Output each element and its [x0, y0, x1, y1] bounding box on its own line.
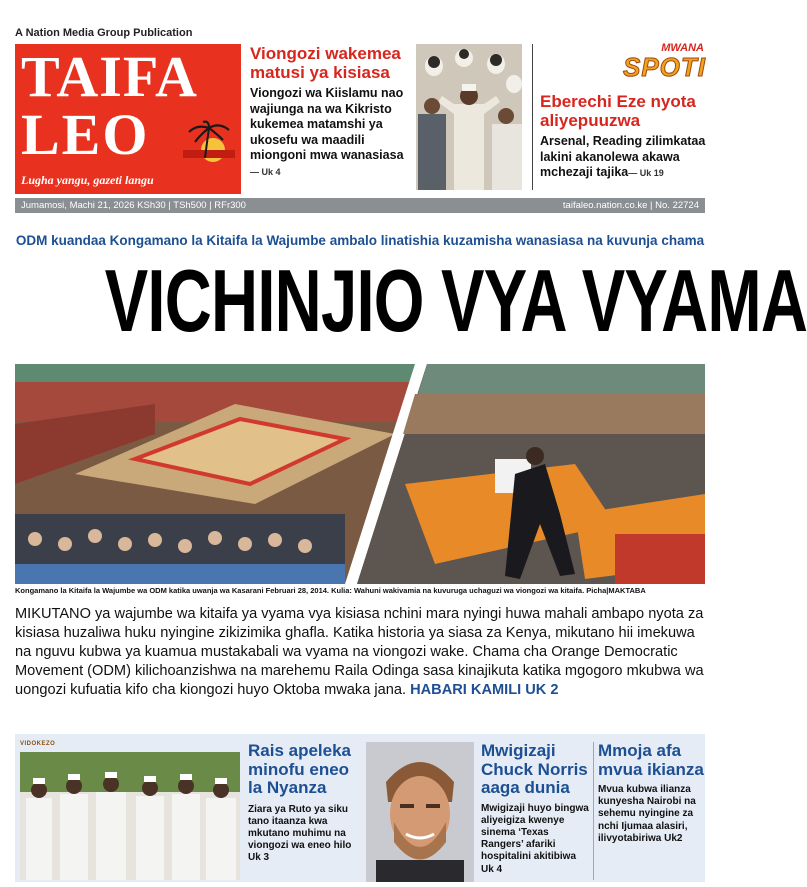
- sports-brand-line2: SPOTI: [622, 52, 706, 82]
- teaser-eze-ref: — Uk 19: [628, 168, 664, 178]
- sports-brand-line1: MWANA: [661, 42, 704, 54]
- story-ruto-headline: Rais apeleka minofu eneo la Nyanza: [248, 741, 352, 797]
- story-rain-body: Mvua kubwa ilianza kunyesha Nairobi na sehemu nyingine za nchi Ijumaa alasiri, ilivyotabiriwa Uk2: [598, 784, 696, 844]
- teaser-eze[interactable]: [540, 92, 712, 182]
- masthead-logo[interactable]: [15, 44, 241, 194]
- story-ruto[interactable]: [248, 742, 358, 865]
- teaser-leaders[interactable]: [250, 44, 410, 180]
- story-rain[interactable]: [598, 742, 708, 845]
- leaders-photo: [416, 44, 522, 190]
- logo-tagline: Lugha yangu, gazeti langu: [21, 173, 154, 187]
- teaser-leaders-body: Viongozi wa Kiislamu nao wajiunga na wa Kikristo kukemea matamshi ya ukosefu wa maadili miongoni mwa wanasiasa — Uk 4: [250, 86, 404, 177]
- dateline-bar: [15, 198, 705, 213]
- video-label: VIDOKEZO: [20, 741, 56, 747]
- story-chuck-norris-headline: Mwigizaji Chuck Norris aaga dunia: [481, 741, 588, 797]
- logo-title-line2: LEO: [21, 102, 150, 167]
- lead-kicker: ODM kuandaa Kongamano la Kitaifa la Wajumbe ambalo linatishia kuzamisha wanasiasa na kuvunja chama: [15, 233, 705, 248]
- column-divider: [532, 44, 533, 190]
- mwana-spoti-logo[interactable]: [598, 40, 710, 86]
- bottom-divider: [593, 742, 594, 880]
- teaser-eze-body: Arsenal, Reading zilimkataa lakini akanolewa akawa mchezaji tajika— Uk 19: [540, 134, 706, 179]
- lead-headline[interactable]: VICHINJIO VYA VYAMA: [104, 251, 807, 350]
- lead-photo: [15, 364, 705, 584]
- publisher-line: A Nation Media Group Publication: [15, 27, 193, 39]
- lead-body: [15, 605, 705, 700]
- story-ruto-body: Ziara ya Ruto ya siku tano itaanza kwa mkutano muhimu na viongozi wa eneo hilo Uk 3: [248, 803, 352, 864]
- lead-photo-caption: Kongamano la Kitaifa la Wajumbe wa ODM katika uwanja wa Kasarani Februari 28, 2014. Kulia: Wahuni wakivamia na kuvuruga uchaguzi wa viongozi wa kitaifa. Picha|MAKTABA: [15, 586, 646, 595]
- teaser-leaders-headline: Viongozi wakemea matusi ya kisiasa: [250, 44, 401, 82]
- chuck-norris-photo: [366, 742, 474, 882]
- dateline-left: Jumamosi, Machi 21, 2026 KSh30 | TSh500 | RFr300: [21, 200, 246, 211]
- palm-sunset-icon: [183, 122, 235, 158]
- ruto-photo: [20, 752, 240, 880]
- story-chuck-norris-body: Mwigizaji huyo bingwa aliyeigiza kwenye sinema ‘Texas Rangers’ afariki hospitalini akitibiwa Uk 4: [481, 802, 589, 875]
- logo-title-line1: TAIFA: [21, 44, 198, 109]
- lead-body-text: MIKUTANO ya wajumbe wa kitaifa ya vyama vya kisiasa nchini mara nyingi huwa mahali ambapo nyota za kisiasa huzaliwa huku nyingine zikizimika ghafla. Katika historia ya siasa za Kenya, mikutano hii imekuwa na nguvu kubwa ya kuamua mustakabali wa vyama na viongozi wake. Chama cha Orange Democratic Movement (ODM) kilichoanzishwa na marehemu Raila Odinga sasa kinajikuta katika mgogoro mkubwa wa uongozi kufuatia kifo cha kiongozi huyo Oktoba mwaka jana.: [15, 606, 704, 698]
- teaser-eze-headline: Eberechi Eze nyota aliyepuuzwa: [540, 92, 696, 130]
- dateline-right: taifaleo.nation.co.ke | No. 22724: [562, 200, 699, 211]
- teaser-leaders-ref: — Uk 4: [250, 166, 281, 177]
- lead-more-link[interactable]: HABARI KAMILI UK 2: [410, 682, 559, 698]
- story-chuck-norris[interactable]: [481, 742, 591, 876]
- story-rain-headline: Mmoja afa mvua ikianza: [598, 741, 704, 779]
